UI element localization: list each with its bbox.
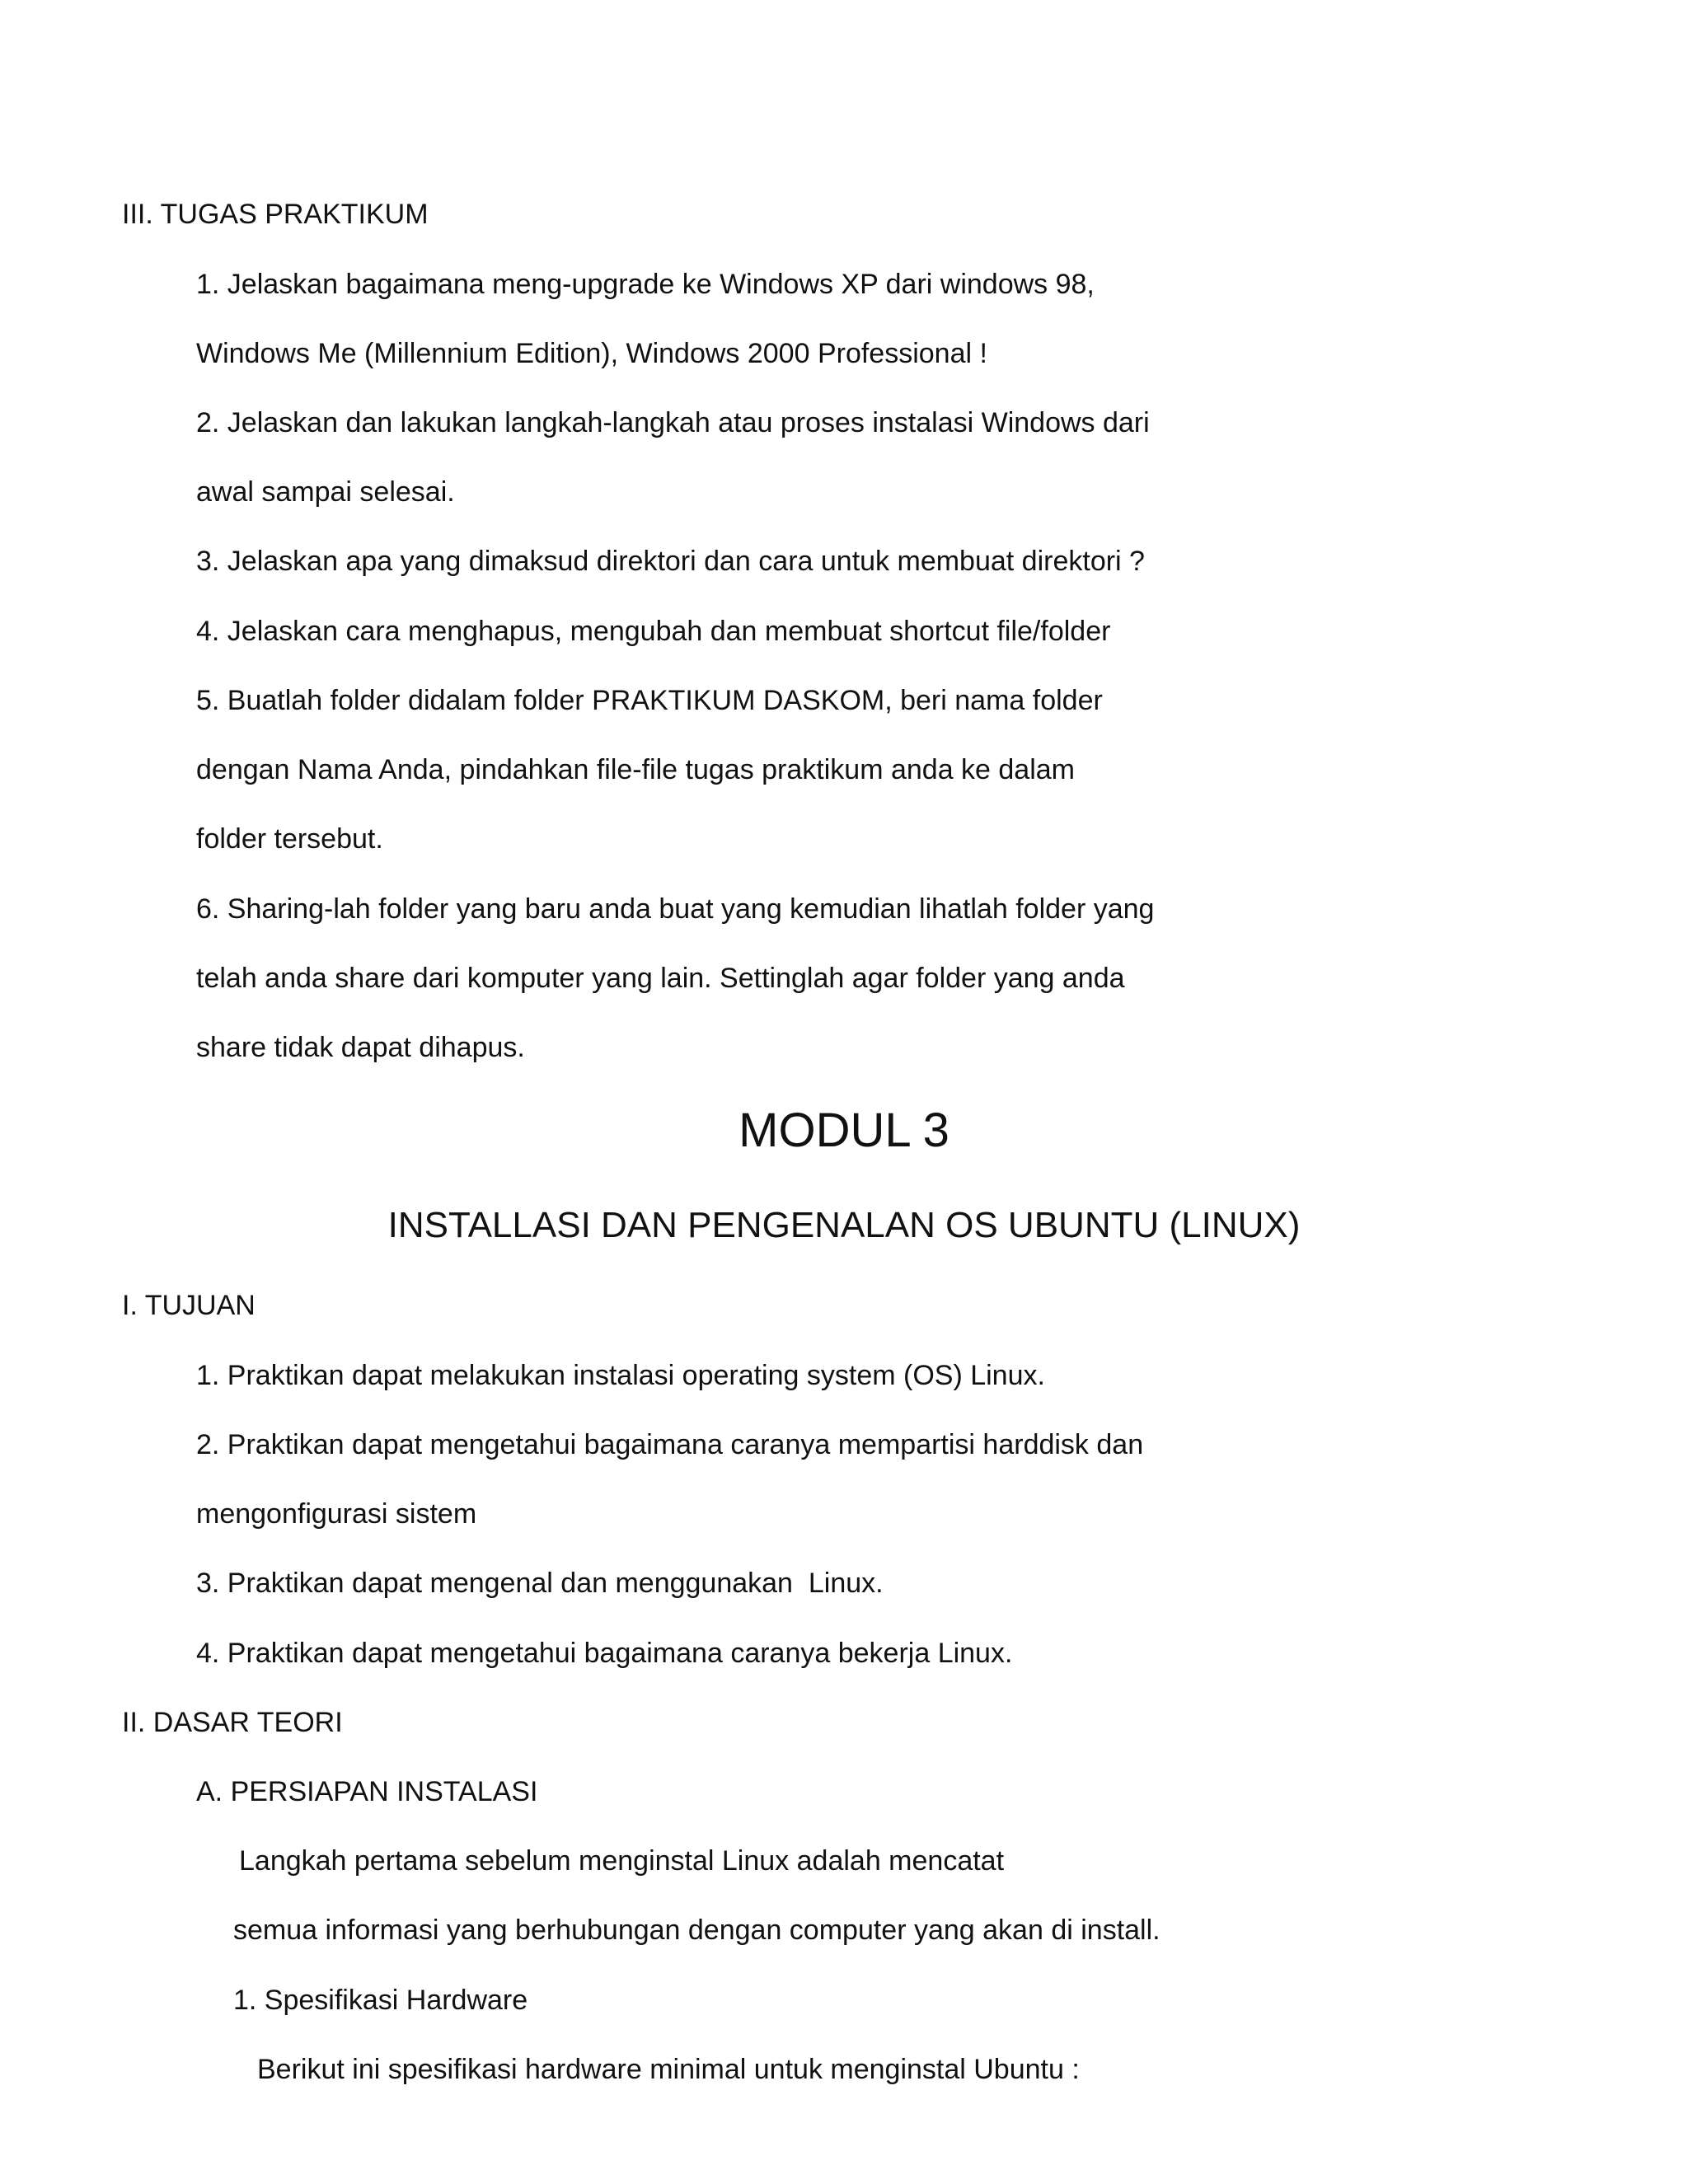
section-heading-tujuan: I. TUJUAN <box>122 1290 256 1321</box>
task-line: 2. Jelaskan dan lakukan langkah-langkah atau proses instalasi Windows dari <box>196 407 1150 438</box>
list-item-spesifikasi-hardware: 1. Spesifikasi Hardware <box>233 1985 528 2016</box>
objective-line: mengonfigurasi sistem <box>196 1498 477 1530</box>
module-subtitle: INSTALLASI DAN PENGENALAN OS UBUNTU (LINUX) <box>387 1205 1301 1245</box>
task-line: 5. Buatlah folder didalam folder PRAKTIKUM DASKOM, beri nama folder <box>196 685 1103 716</box>
task-line: 3. Jelaskan apa yang dimaksud direktori dan cara untuk membuat direktori ? <box>196 546 1145 577</box>
task-line: telah anda share dari komputer yang lain. Settinglah agar folder yang anda <box>196 963 1125 994</box>
task-line: 1. Jelaskan bagaimana meng-upgrade ke Windows XP dari windows 98, <box>196 269 1095 300</box>
intro-line: Langkah pertama sebelum menginstal Linux adalah mencatat <box>239 1845 1005 1877</box>
hardware-intro-line: Berikut ini spesifikasi hardware minimal untuk menginstal Ubuntu : <box>257 2054 1080 2085</box>
task-line: folder tersebut. <box>196 823 383 855</box>
task-line: share tidak dapat dihapus. <box>196 1032 525 1063</box>
task-line: awal sampai selesai. <box>196 476 455 508</box>
task-line: 4. Jelaskan cara menghapus, mengubah dan membuat shortcut file/folder <box>196 616 1111 647</box>
section-heading-dasar-teori: II. DASAR TEORI <box>122 1707 343 1738</box>
task-line: 6. Sharing-lah folder yang baru anda buat yang kemudian lihatlah folder yang <box>196 893 1155 925</box>
subsection-heading-persiapan: A. PERSIAPAN INSTALASI <box>196 1776 538 1807</box>
objective-line: 1. Praktikan dapat melakukan instalasi operating system (OS) Linux. <box>196 1360 1045 1391</box>
section-heading-tugas-praktikum: III. TUGAS PRAKTIKUM <box>122 199 429 230</box>
task-line: dengan Nama Anda, pindahkan file-file tugas praktikum anda ke dalam <box>196 754 1076 785</box>
objective-line: 2. Praktikan dapat mengetahui bagaimana caranya mempartisi harddisk dan <box>196 1429 1144 1460</box>
intro-line: semua informasi yang berhubungan dengan computer yang akan di install. <box>233 1915 1160 1946</box>
objective-line: 3. Praktikan dapat mengenal dan menggunakan Linux. <box>196 1568 884 1599</box>
task-line: Windows Me (Millennium Edition), Windows 2000 Professional ! <box>196 338 987 369</box>
module-title: MODUL 3 <box>738 1104 950 1157</box>
objective-line: 4. Praktikan dapat mengetahui bagaimana caranya bekerja Linux. <box>196 1638 1013 1669</box>
